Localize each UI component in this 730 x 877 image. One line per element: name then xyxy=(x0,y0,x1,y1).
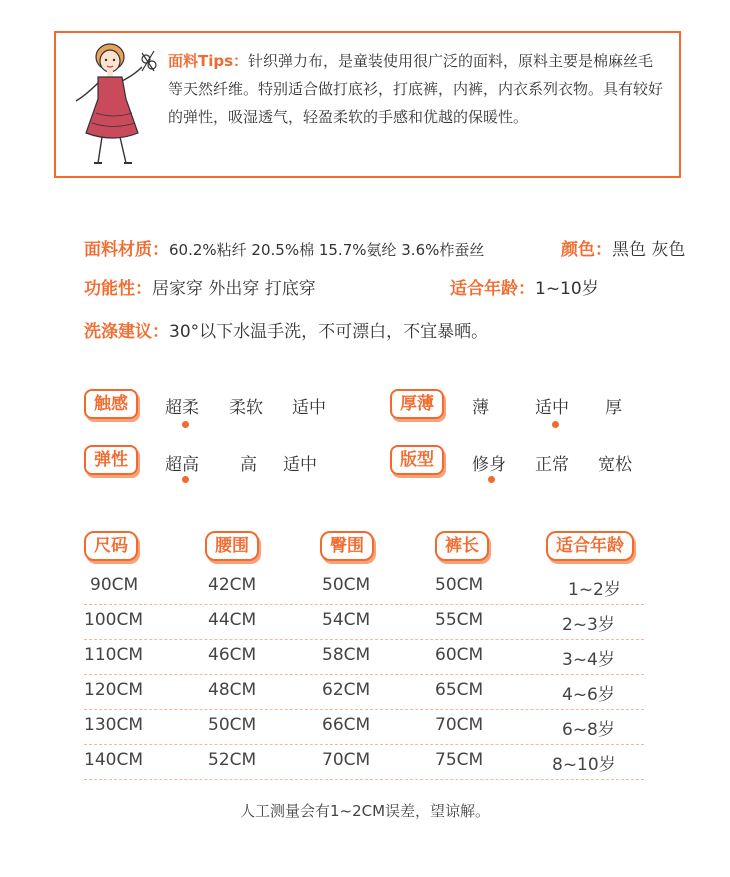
header-age: 适合年龄 xyxy=(546,531,634,561)
cell-length: 65CM xyxy=(435,680,484,700)
tips-label: 面料Tips： xyxy=(168,52,249,70)
cell-waist: 50CM xyxy=(208,715,257,735)
touch-option-super-soft: 超柔 xyxy=(165,398,199,418)
color-spec xyxy=(561,235,685,260)
measurement-note: 人工测量会有1~2CM误差，望谅解。 xyxy=(239,802,491,820)
table-row xyxy=(84,710,644,745)
fit-option-loose: 宽松 xyxy=(598,455,632,475)
cell-size: 130CM xyxy=(84,715,143,735)
elasticity-selected-dot xyxy=(182,476,189,483)
thickness-option-thin: 薄 xyxy=(472,398,489,418)
elasticity-badge: 弹性 xyxy=(84,445,138,475)
age-value: 1~10岁 xyxy=(535,279,599,299)
table-row xyxy=(84,640,644,675)
fit-option-slim: 修身 xyxy=(472,455,506,475)
age-label: 适合年龄： xyxy=(450,279,535,299)
header-size: 尺码 xyxy=(84,531,138,561)
cell-length: 50CM xyxy=(435,575,484,595)
cell-hip: 66CM xyxy=(322,715,371,735)
fit-badge: 版型 xyxy=(390,445,444,475)
cell-age: 4~6岁 xyxy=(562,685,615,705)
cell-waist: 48CM xyxy=(208,680,257,700)
cell-size: 100CM xyxy=(84,610,143,630)
cell-age: 3~4岁 xyxy=(562,650,615,670)
touch-option-medium: 适中 xyxy=(292,398,326,418)
table-row xyxy=(84,570,644,605)
elasticity-option-super-high: 超高 xyxy=(165,455,199,475)
cell-age: 2~3岁 xyxy=(562,615,615,635)
cell-waist: 42CM xyxy=(208,575,257,595)
header-pants-length: 裤长 xyxy=(435,531,489,561)
cell-hip: 54CM xyxy=(322,610,371,630)
cell-age: 8~10岁 xyxy=(552,755,616,775)
header-waist: 腰围 xyxy=(205,531,259,561)
function-label: 功能性： xyxy=(84,279,152,299)
thickness-option-medium: 适中 xyxy=(535,398,569,418)
wash-label: 洗涤建议： xyxy=(84,322,169,342)
cell-waist: 44CM xyxy=(208,610,257,630)
fit-option-regular: 正常 xyxy=(535,455,569,475)
cell-hip: 70CM xyxy=(322,750,371,770)
function-value: 居家穿 外出穿 打底穿 xyxy=(152,279,316,299)
touch-selected-dot xyxy=(182,421,189,428)
elasticity-option-medium: 适中 xyxy=(283,455,317,475)
cell-size: 110CM xyxy=(84,645,143,665)
wash-value: 30°以下水温手洗，不可漂白，不宜暴晒。 xyxy=(169,322,489,342)
touch-option-soft: 柔软 xyxy=(229,398,263,418)
cell-waist: 46CM xyxy=(208,645,257,665)
color-label: 颜色： xyxy=(561,240,612,260)
header-hip: 臀围 xyxy=(320,531,374,561)
thickness-option-thick: 厚 xyxy=(605,398,622,418)
color-value: 黑色 灰色 xyxy=(612,240,686,260)
tips-paragraph xyxy=(168,47,668,131)
function-spec xyxy=(84,274,316,299)
cell-size: 140CM xyxy=(84,750,143,770)
cell-size: 90CM xyxy=(90,575,139,595)
thickness-selected-dot xyxy=(552,421,559,428)
girl-with-scissors-illustration xyxy=(68,37,158,173)
material-label: 面料材质： xyxy=(84,240,169,260)
elasticity-option-high: 高 xyxy=(240,455,257,475)
cell-hip: 50CM xyxy=(322,575,371,595)
material-spec xyxy=(84,235,484,260)
cell-hip: 62CM xyxy=(322,680,371,700)
tips-body: 针织弹力布，是童装使用很广泛的面料，原料主要是棉麻丝毛等天然纤维。特别适合做打底衫，打底裤，内裤，内衣系列衣物。具有较好的弹性，吸湿透气，轻盈柔软的手感和优越的保暖性。 xyxy=(168,52,664,126)
age-spec xyxy=(450,274,599,299)
cell-age: 1~2岁 xyxy=(568,580,621,600)
fabric-tips-box xyxy=(54,31,681,178)
thickness-badge: 厚薄 xyxy=(390,389,444,419)
cell-age: 6~8岁 xyxy=(562,720,615,740)
material-value: 60.2%粘纤 20.5%棉 15.7%氨纶 3.6%柞蚕丝 xyxy=(169,241,485,259)
cell-hip: 58CM xyxy=(322,645,371,665)
cell-length: 70CM xyxy=(435,715,484,735)
table-row xyxy=(84,605,644,640)
cell-length: 55CM xyxy=(435,610,484,630)
cell-length: 60CM xyxy=(435,645,484,665)
cell-waist: 52CM xyxy=(208,750,257,770)
wash-spec xyxy=(84,317,488,342)
fit-selected-dot xyxy=(488,476,495,483)
table-row xyxy=(84,745,644,780)
table-row xyxy=(84,675,644,710)
cell-size: 120CM xyxy=(84,680,143,700)
touch-badge: 触感 xyxy=(84,389,138,419)
cell-length: 75CM xyxy=(435,750,484,770)
